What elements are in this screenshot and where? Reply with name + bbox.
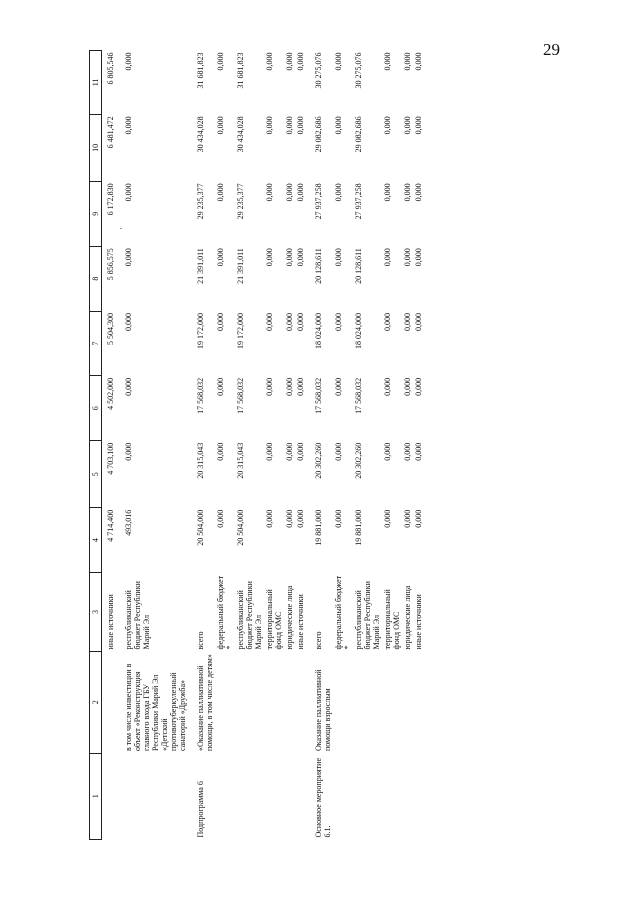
value-cell: 0,000	[383, 248, 392, 267]
value-cell: 0,000	[383, 377, 392, 396]
program-cell	[264, 753, 284, 839]
item-name-cell	[102, 651, 117, 753]
column-number-2: 2	[90, 651, 102, 753]
program-cell	[353, 753, 382, 839]
value-cell: 4 502,000	[106, 377, 115, 410]
value-cell: 17 568,032	[314, 377, 323, 414]
table-row	[382, 51, 402, 840]
value-cell: 0,000	[334, 509, 343, 528]
table-body	[102, 51, 425, 840]
value-cell: 0,000	[383, 442, 392, 461]
funding-source-cell: юридические лица	[285, 585, 294, 650]
column-number-3: 3	[90, 573, 102, 652]
value-cell: 20 315,043	[196, 442, 205, 479]
value-cell: 17 568,032	[196, 377, 205, 414]
value-cell: 0,000	[265, 183, 274, 202]
table-row	[353, 51, 382, 840]
value-cell: 0,000	[414, 509, 423, 528]
value-cell: 0,000	[216, 442, 225, 461]
funding-source-cell: иные источники	[106, 594, 115, 650]
value-cell: 27 937,258	[354, 183, 363, 220]
column-number-10: 10	[90, 114, 102, 181]
value-cell: 0,000	[216, 377, 225, 396]
value-cell: 20 302,260	[314, 442, 323, 479]
value-cell: 0,000	[265, 442, 274, 461]
value-cell: 0,000	[285, 377, 294, 396]
item-name-cell	[295, 651, 306, 753]
item-name-cell: Оказание паллиативной помощи взрослым	[314, 669, 332, 752]
value-cell: 0,000	[383, 313, 392, 332]
value-cell: 0,000	[334, 442, 343, 461]
value-cell: 6 172,830	[106, 183, 115, 216]
funding-source-cell: территориальный фонд ОМС	[265, 589, 283, 650]
value-cell: 0,000	[285, 116, 294, 135]
value-cell: 0,000	[334, 248, 343, 267]
value-cell: 0,000	[414, 377, 423, 396]
table-row	[116, 51, 188, 840]
funding-source-cell: юридические лица	[403, 585, 412, 650]
funding-source-cell: иные источники	[296, 594, 305, 650]
value-cell: 0,000	[383, 52, 392, 71]
item-name-cell	[264, 651, 284, 753]
value-cell: 0,000	[334, 377, 343, 396]
column-number-1: 1	[90, 753, 102, 839]
value-cell: 0,000	[403, 116, 412, 135]
value-cell: 0,000	[414, 442, 423, 461]
value-cell: 0,000	[403, 248, 412, 267]
item-name-cell: «Оказание паллиативной помощи, в том числе детям»	[196, 654, 214, 752]
funding-source-cell: республиканский бюджет Республики Марий Эл	[236, 581, 263, 650]
funding-source-cell: иные источники	[414, 594, 423, 650]
value-cell: 0,000	[296, 442, 305, 461]
value-cell: 0,000	[414, 248, 423, 267]
value-cell: 5 856,575	[106, 248, 115, 281]
program-cell	[402, 753, 413, 839]
value-cell: 20 128,611	[354, 248, 363, 284]
item-name-cell	[284, 651, 295, 753]
value-cell: 6 481,472	[106, 116, 115, 149]
value-cell: 0,000	[124, 116, 133, 135]
value-cell: 20 504,000	[196, 509, 205, 546]
value-cell: 0,000	[285, 313, 294, 332]
program-cell: Подпрограмма 6	[196, 781, 205, 838]
table-row	[402, 51, 413, 840]
value-cell: 0,000	[216, 248, 225, 267]
rotated-page-frame	[89, 50, 564, 840]
value-cell: 29 082,686	[314, 116, 323, 153]
value-cell: 0,000	[216, 116, 225, 135]
value-cell: 0,000	[296, 377, 305, 396]
value-cell: 0,000	[403, 377, 412, 396]
program-cell	[333, 753, 353, 839]
value-cell: 0,000	[296, 52, 305, 71]
funding-source-cell: республиканский бюджет Республики Марий Эл	[354, 581, 381, 650]
column-number-4: 4	[90, 508, 102, 573]
value-cell: 21 391,011	[236, 248, 245, 284]
table-row	[306, 51, 333, 840]
table-row	[333, 51, 353, 840]
program-cell	[295, 753, 306, 839]
value-cell: 0,000	[414, 52, 423, 71]
item-name-cell: в том числе инвестиции в объект «Реконструкция главного входа ГБУ Республики Марий Эл «Детский противотуберкулезный санаторий «Дружба»	[124, 663, 187, 752]
value-cell: 0,000	[414, 313, 423, 332]
value-cell: 0,000	[216, 183, 225, 202]
funding-source-cell: республиканский бюджет Республики Марий Эл	[124, 581, 151, 650]
value-cell: 31 681,823	[196, 52, 205, 89]
value-cell: 27 937,258	[314, 183, 323, 220]
value-cell: 0,000	[216, 52, 225, 71]
value-cell: 20 302,260	[354, 442, 363, 479]
funding-source-cell: федеральный бюджет *	[216, 575, 234, 650]
value-cell: 0,000	[124, 442, 133, 461]
value-cell: 20 315,043	[236, 442, 245, 479]
funding-source-cell: всего	[314, 631, 323, 650]
value-cell: 0,000	[334, 116, 343, 135]
value-cell: 30 434,028	[196, 116, 205, 153]
value-cell: 19 881,000	[354, 509, 363, 546]
value-cell: 30 275,076	[314, 52, 323, 89]
value-cell: 29 235,377	[236, 183, 245, 220]
value-cell: 17 568,032	[236, 377, 245, 414]
value-cell: 0,000	[403, 509, 412, 528]
item-name-cell	[215, 651, 235, 753]
value-cell: 0,000	[285, 183, 294, 202]
program-cell	[116, 753, 188, 839]
column-number-11: 11	[90, 51, 102, 115]
value-cell: 20 128,611	[314, 248, 323, 284]
column-number-5: 5	[90, 441, 102, 508]
value-cell: 0,000	[403, 183, 412, 202]
value-cell: 0,000	[265, 509, 274, 528]
table-row	[264, 51, 284, 840]
value-cell: 0,000	[334, 52, 343, 71]
table-row	[413, 51, 424, 840]
item-name-cell	[235, 651, 264, 753]
value-cell: 17 568,032	[354, 377, 363, 414]
value-cell: 21 391,011	[196, 248, 205, 284]
value-cell: 0,000	[285, 442, 294, 461]
value-cell: 29 082,686	[354, 116, 363, 153]
value-cell: 493,016	[124, 509, 133, 536]
value-cell: 30 275,076	[354, 52, 363, 89]
column-number-9: 9	[90, 181, 102, 246]
value-cell: 0,000	[403, 313, 412, 332]
value-cell: 0,000	[216, 313, 225, 332]
value-cell: 19 172,000	[236, 313, 245, 350]
table-row	[215, 51, 235, 840]
value-cell: 0,000	[124, 248, 133, 267]
value-cell: 4 714,400	[106, 509, 115, 542]
value-cell: 0,000	[296, 183, 305, 202]
value-cell: 0,000	[265, 377, 274, 396]
program-cell	[235, 753, 264, 839]
value-cell: 0,000	[334, 183, 343, 202]
funding-table	[89, 50, 424, 840]
page-number: 29	[543, 40, 560, 59]
value-cell: 0,000	[285, 509, 294, 528]
value-cell: 6 805,546	[106, 52, 115, 85]
value-cell: 0,000	[414, 116, 423, 135]
table-row	[102, 51, 117, 840]
value-cell: 0,000	[296, 248, 305, 267]
value-cell: 0,000	[265, 313, 274, 332]
value-cell: 0,000	[296, 509, 305, 528]
value-cell: 0,000	[414, 183, 423, 202]
value-cell: 0,000	[216, 509, 225, 528]
funding-source-cell: всего	[196, 631, 205, 650]
value-cell: 0,000	[285, 248, 294, 267]
value-cell: 0,000	[265, 52, 274, 71]
value-cell: 0,000	[265, 248, 274, 267]
value-cell: 29 235,377	[196, 183, 205, 220]
value-cell: 5 504,300	[106, 313, 115, 346]
value-cell: 0,000	[124, 52, 133, 71]
value-cell: 0,000	[403, 52, 412, 71]
item-name-cell	[402, 651, 413, 753]
value-cell: 18 024,000	[314, 313, 323, 350]
value-cell: 0,000	[383, 183, 392, 202]
program-cell	[382, 753, 402, 839]
value-cell: 0,000	[285, 52, 294, 71]
column-number-8: 8	[90, 246, 102, 311]
program-cell	[215, 753, 235, 839]
value-cell: 18 024,000	[354, 313, 363, 350]
value-cell: 4 703,100	[106, 442, 115, 475]
value-cell: 0,000	[383, 509, 392, 528]
item-name-cell	[333, 651, 353, 753]
program-cell	[413, 753, 424, 839]
column-number-6: 6	[90, 376, 102, 441]
value-cell: 0,000	[296, 313, 305, 332]
value-cell: 0,000	[296, 116, 305, 135]
funding-source-cell: территориальный фонд ОМС	[383, 589, 401, 650]
value-cell: 0,000	[265, 116, 274, 135]
table-row	[284, 51, 295, 840]
item-name-cell	[382, 651, 402, 753]
table-row	[188, 51, 215, 840]
value-cell: 0,000	[383, 116, 392, 135]
program-cell	[102, 753, 117, 839]
value-cell: 0,000	[334, 313, 343, 332]
value-cell: 31 681,823	[236, 52, 245, 89]
value-cell: 19 172,000	[196, 313, 205, 350]
item-name-cell	[413, 651, 424, 753]
column-number-7: 7	[90, 311, 102, 376]
program-cell	[284, 753, 295, 839]
program-cell: Основное мероприятие 6.1.	[314, 758, 332, 838]
table-header	[90, 51, 102, 840]
column-number-row	[90, 51, 102, 840]
item-name-cell	[353, 651, 382, 753]
value-cell: 19 881,000	[314, 509, 323, 546]
rotated-table-container	[89, 50, 564, 840]
value-cell: 30 434,028	[236, 116, 245, 153]
funding-source-cell: федеральный бюджет *	[334, 575, 352, 650]
value-cell: 0,000	[124, 313, 133, 332]
value-cell: 0,000	[403, 442, 412, 461]
value-cell: 20 504,000	[236, 509, 245, 546]
table-row	[235, 51, 264, 840]
value-cell: 0,000	[124, 377, 133, 396]
value-cell: 0,000	[124, 183, 133, 202]
table-row	[295, 51, 306, 840]
